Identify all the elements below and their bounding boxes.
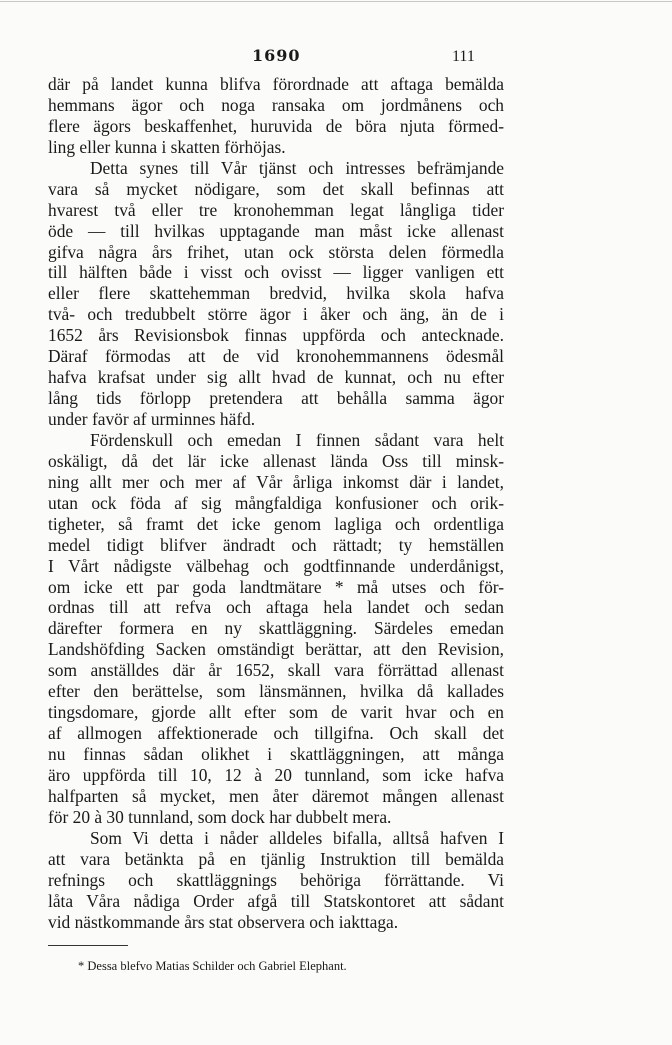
text-line: som anställdes där år 1652, skall vara förrättad allenast (48, 660, 504, 681)
text-line: Fördenskull och emedan I finnen sådant vara helt (90, 429, 504, 450)
text-line: där på landet kunna blifva förordnade att aftaga bemälda (48, 74, 504, 94)
text-line: Detta synes till Vår tjänst och intresses befrämjande (90, 157, 504, 178)
text-line: tigheter, så framt det icke genom lagliga och ordentliga (48, 513, 504, 534)
text-line: för 20 à 30 tunnland, som dock har dubbelt mera. (48, 806, 392, 827)
text-line: öde — till hvilkas upptagande man måst icke allenast (48, 220, 504, 241)
text-line: af allmogen affektionerade och tillgifna. Och skall det (48, 723, 504, 744)
text-line: I Vårt nådigste välbehag och godtfinnande underdånigst, (48, 555, 504, 576)
text-line: medel tidigt blifver ändradt och rättadt; ty hemställen (48, 534, 504, 555)
text-line: ning allt mer och mer af Vår årliga inkomst där i landet, (48, 471, 504, 492)
text-line: därefter formera en ny skattläggning. Särdeles emedan (48, 618, 504, 639)
top-edge-rule (0, 1, 672, 2)
text-line: flere ägors beskaffenhet, huruvida de böra njuta förmed- (48, 115, 504, 136)
text-line: att vara betänkta på en tjänlig Instruktion till bemälda (48, 848, 504, 869)
text-line: gifva några års frihet, utan ock största delen förmedla (48, 241, 504, 262)
text-line: oskäligt, då det lär icke allenast lända Oss till minsk- (48, 450, 504, 471)
body-text (48, 74, 504, 932)
text-line: Däraf förmodas att de vid kronohemmannens ödesmål (48, 346, 504, 367)
text-line: hvarest två eller tre kronohemman legat långliga tider (48, 199, 504, 220)
text-line: vid nästkommande års stat observera och iakttaga. (48, 911, 399, 932)
text-line: 1652 års Revisionsbok finnas uppförda och antecknade. (48, 325, 504, 346)
text-line: till hälften både i visst och ovisst — ligger vanligen ett (48, 262, 504, 283)
text-line: under favör af urminnes häfd. (48, 409, 256, 429)
text-line: hemmans ägor och noga ransaka om jordmånens och (48, 94, 504, 115)
page-number: 111 (452, 48, 475, 65)
running-header-year: 1690 (252, 46, 301, 65)
text-line: efter den berättelse, som länsmännen, hvilka då kallades (48, 681, 504, 702)
text-line: utan ock föda af sig mångfaldiga konfusioner och orik- (48, 492, 504, 513)
text-line: två- och tredubbelt större ägor i åker och äng, än de i (48, 304, 504, 325)
text-line: tingsdomare, gjorde allt efter som de varit hvar och en (48, 702, 504, 723)
text-line: Landshöfding Sacken omständigt berättar, att den Revision, (48, 639, 504, 660)
text-line: ling eller kunna i skatten förhöjas. (48, 136, 286, 157)
text-line: vara så mycket nödigare, som det skall befinnas att (48, 178, 504, 199)
text-line: refnings och skattläggnings behöriga förrättande. Vi (48, 869, 504, 890)
footnote-divider (48, 945, 128, 946)
text-line: om icke ett par goda landtmätare * må utses och för- (48, 576, 504, 597)
text-line: halfparten så mycket, men åter däremot mången allenast (48, 785, 504, 806)
text-line: nu finnas sådan olikhet i skattläggningen, att många (48, 744, 504, 764)
text-line: eller flere skattehemman bredvid, hvilka skola hafva (48, 283, 504, 304)
text-line: Som Vi detta i nåder alldeles bifalla, alltså hafven I (90, 827, 504, 848)
text-line: äro uppförda till 10, 12 à 20 tunnland, som icke hafva (48, 764, 504, 785)
footnote: * Dessa blefvo Matias Schilder och Gabriel Elephant. (78, 959, 347, 973)
text-line: låta Våra nådiga Order afgå till Statskontoret att sådant (48, 890, 504, 911)
text-line: lång tids förlopp pretendera att behålla samma ägor (48, 388, 504, 409)
text-line: ordnas till att refva och aftaga hela landet och sedan (48, 597, 504, 618)
text-line: hafva krafsat under sig allt hvad de kunnat, och nu efter (48, 367, 504, 388)
